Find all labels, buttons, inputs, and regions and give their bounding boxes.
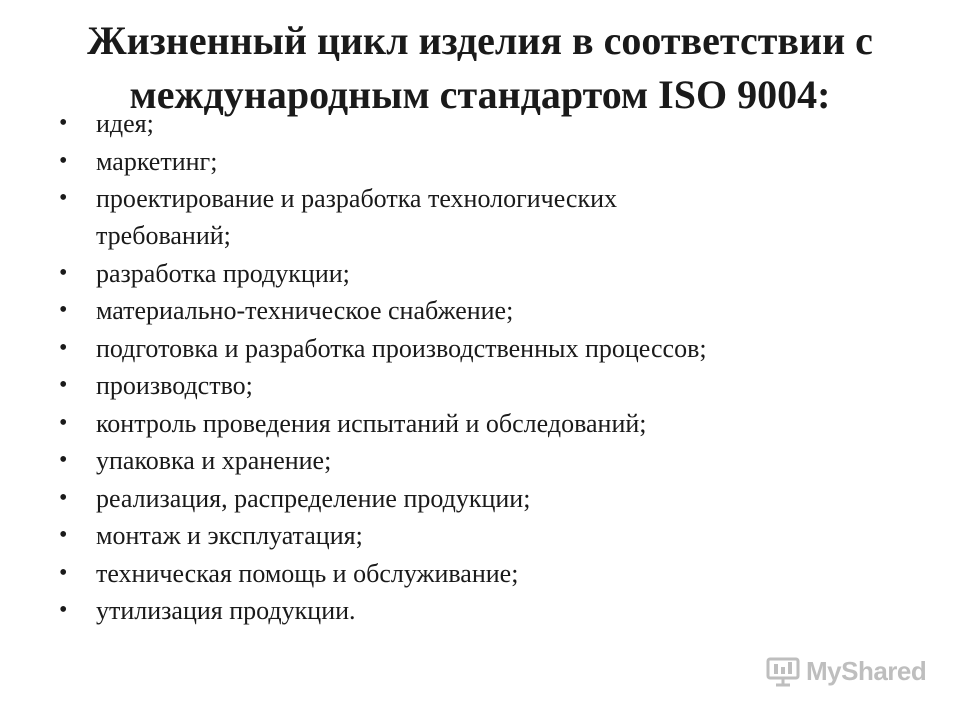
list-item <box>52 480 912 517</box>
slide-title-line-2: международным стандартом ISO 9004: <box>129 72 831 117</box>
list-item <box>52 517 912 554</box>
list-item <box>52 143 912 180</box>
list-item-text: утилизация продукции. <box>96 596 356 625</box>
list-item <box>52 367 912 404</box>
list-item <box>52 592 912 629</box>
list-item <box>52 405 912 442</box>
list-item <box>52 180 912 254</box>
bullet-icon: • <box>59 559 68 586</box>
bullet-icon: • <box>59 372 68 398</box>
lifecycle-stage-list <box>52 105 912 630</box>
list-item-text: маркетинг; <box>96 146 218 176</box>
bullet-icon: • <box>59 409 68 436</box>
list-item-text: подготовка и разработка производственных процессов; <box>96 333 707 363</box>
bullet-icon: • <box>59 147 68 174</box>
list-item <box>52 442 912 479</box>
list-item-text: контроль проведения испытаний и обследований; <box>96 408 647 438</box>
list-item-text: реализация, распределение продукции; <box>96 483 531 513</box>
bullet-icon: • <box>59 597 68 623</box>
bullet-icon: • <box>59 185 68 211</box>
list-item-text: монтаж и эксплуатация; <box>96 521 363 550</box>
watermark-text: MyShared <box>806 656 927 686</box>
list-item-text: идея; <box>96 109 154 138</box>
bullet-icon: • <box>59 484 68 511</box>
bullet-icon: • <box>59 522 68 548</box>
list-item <box>52 330 912 367</box>
bullet-icon: • <box>59 447 68 473</box>
list-item <box>52 105 912 142</box>
myshared-watermark <box>766 656 926 687</box>
bullet-icon: • <box>59 334 68 361</box>
list-item-text: проектирование и разработка технологических требований; <box>96 184 618 250</box>
list-item <box>52 555 912 592</box>
list-item <box>52 255 912 292</box>
list-item <box>52 292 912 329</box>
presentation-screen-icon <box>766 657 800 687</box>
list-item-text: техническая помощь и обслуживание; <box>96 558 519 588</box>
list-item-text: производство; <box>96 371 253 400</box>
list-item-text: материально-техническое снабжение; <box>96 296 514 325</box>
bullet-icon: • <box>59 110 68 136</box>
list-item-text: разработка продукции; <box>96 258 350 288</box>
slide-title-line-1: Жизненный цикл изделия в соответствии с <box>87 18 873 63</box>
bullet-icon: • <box>59 259 68 286</box>
bullet-icon: • <box>59 297 68 323</box>
list-item-text: упаковка и хранение; <box>96 446 332 475</box>
